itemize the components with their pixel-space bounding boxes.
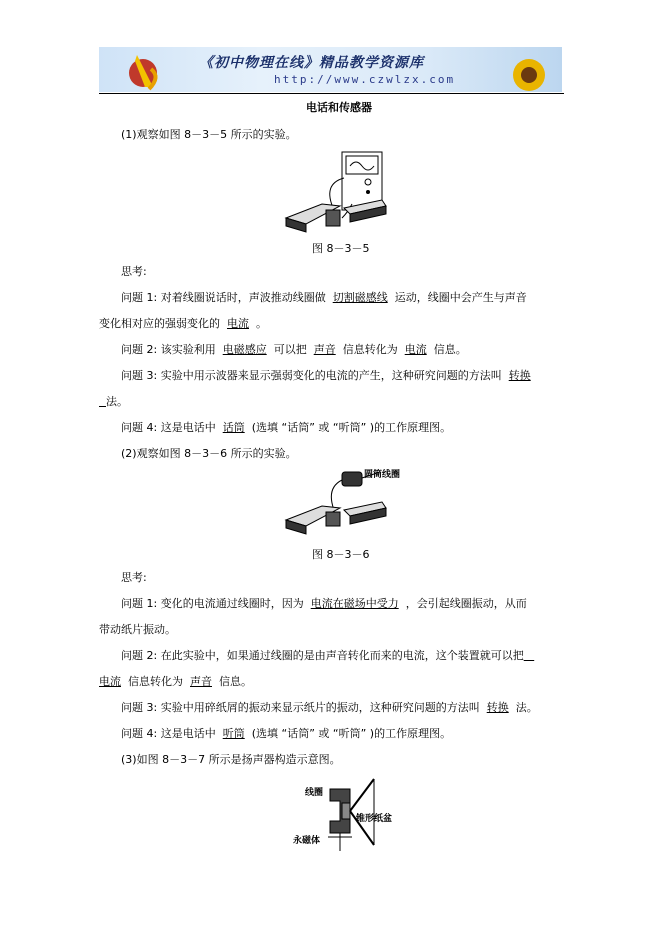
header-url[interactable]: http://www.czwlzx.com: [274, 73, 456, 86]
q3-line2: 法。: [106, 395, 128, 408]
q3-line1: 问题 3: 实验中用示波器来显示强弱变化的电流的产生，这种研究问题的方法叫 转换: [121, 369, 531, 382]
r3-line: 问题 3: 实验中用碎纸屑的振动来显示纸片的振动，这种研究问题的方法叫 转换 法。: [121, 701, 538, 714]
figure-label-magnet: 永磁体: [293, 836, 321, 846]
q2-line: 问题 2: 该实验利用 电磁感应 可以把 声音 信息转化为 电流 信息。: [121, 343, 467, 356]
r2-line2: 电流 信息转化为 声音 信息。: [99, 675, 252, 688]
think-label-2: 思考:: [121, 571, 147, 584]
think-label-1: 思考:: [121, 265, 147, 278]
figure-8-3-5: [282, 148, 392, 238]
sunflower-icon: [499, 47, 559, 92]
header-rule: [99, 93, 564, 94]
logo-icon: [121, 47, 181, 92]
figure-caption-2: 图 8－3－6: [312, 548, 370, 561]
header-banner: [99, 47, 562, 92]
answer-q1-cut: 切割磁感线: [332, 291, 388, 304]
q4-line: 问题 4: 这是电话中 话筒 (选填 “话筒” 或 “听筒” )的工作原理图。: [121, 421, 452, 434]
header-title: 《初中物理在线》精品教学资源库: [199, 55, 424, 71]
r2-line1: 问题 2: 在此实验中，如果通过线圈的是由声音转化而来的电流，这个装置就可以把: [121, 649, 524, 662]
figure-label-coil-3: 线圈: [305, 788, 324, 798]
section2-intro: (2)观察如图 8－3－6 所示的实验。: [121, 447, 297, 460]
figure-caption-1: 图 8－3－5: [312, 242, 370, 255]
section1-intro: (1)观察如图 8－3－5 所示的实验。: [121, 128, 297, 141]
section3-intro: (3)如图 8－3－7 所示是扬声器构造示意图。: [121, 753, 341, 766]
q1-line2: 变化相对应的强弱变化的 电流 。: [99, 317, 267, 330]
r4-line: 问题 4: 这是电话中 听筒 (选填 “话筒” 或 “听筒” )的工作原理图。: [121, 727, 452, 740]
figure-label-cone: 锥形纸盆: [356, 814, 393, 824]
r1-line1: 问题 1: 变化的电流通过线圈时，因为 电流在磁场中受力 ，会引起线圈振动，从而: [121, 597, 527, 610]
q1-line1: 问题 1: 对着线圈说话时，声波推动线圈做 切割磁感线 运动，线圈中会产生与声音: [121, 291, 527, 304]
answer-q1-current: 电流: [227, 317, 249, 330]
page-title: 电话和传感器: [306, 101, 372, 114]
r1-line2: 带动纸片振动。: [99, 623, 176, 636]
figure-label-coil: 圆筒线圈: [364, 470, 401, 480]
